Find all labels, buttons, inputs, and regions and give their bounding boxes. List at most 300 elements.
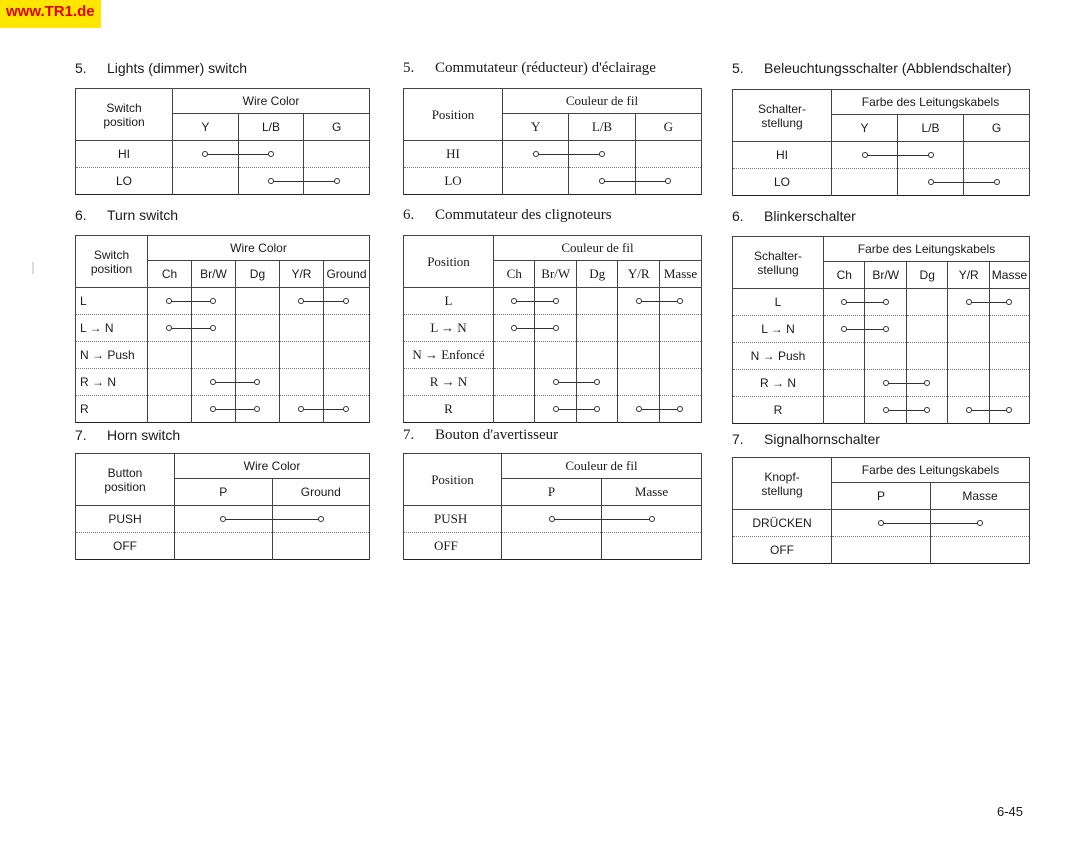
row-label: PUSH [404, 506, 502, 533]
wire-line [213, 382, 235, 383]
table-row [733, 142, 1030, 169]
row-label: R [76, 396, 148, 423]
terminal-dot [883, 380, 889, 386]
connection-cell [304, 141, 370, 168]
row-label: L [76, 288, 148, 315]
connection-cell [148, 315, 192, 342]
connection-cell [906, 289, 947, 316]
connection-cell [173, 168, 239, 195]
col-yr: Y/R [618, 261, 660, 288]
table-row [76, 506, 370, 533]
wire-line [304, 181, 336, 182]
col-ground: Ground [272, 479, 370, 506]
section-5-heading: 5. Commutateur (réducteur) d'éclairage [403, 60, 656, 76]
section-6-heading: 6. Turn switch [75, 207, 179, 223]
row-label: OFF [733, 537, 832, 564]
wire-line [514, 328, 534, 329]
col-y: Y [503, 114, 569, 141]
horn-switch-table [403, 453, 702, 560]
col-brw: Br/W [535, 261, 576, 288]
connection-cell [494, 315, 535, 342]
terminal-dot [878, 520, 884, 526]
col-lb: L/B [238, 114, 304, 141]
col-brw: Br/W [191, 261, 235, 288]
wire-line [844, 329, 864, 330]
terminal-dot [924, 407, 930, 413]
col-dg: Dg [235, 261, 279, 288]
row-label: N → Push [76, 342, 148, 369]
row-label: HI [404, 141, 503, 168]
connection-cell [535, 396, 576, 423]
terminal-dot [966, 299, 972, 305]
terminal-dot [343, 406, 349, 412]
col-g: G [304, 114, 370, 141]
table-row [404, 315, 702, 342]
table-row [733, 510, 1030, 537]
connection-cell [832, 169, 898, 196]
row-label: L → N [733, 316, 824, 343]
terminal-dot [343, 298, 349, 304]
wire-line [273, 519, 321, 520]
connection-cell [635, 141, 701, 168]
wire-line [213, 409, 235, 410]
connection-cell [659, 369, 701, 396]
terminal-dot [553, 406, 559, 412]
wire-color-header: Farbe des Leitungskabels [824, 237, 1030, 262]
connection-cell [173, 141, 239, 168]
section-7-heading: 7. Horn switch [75, 427, 181, 443]
connection-cell [576, 369, 617, 396]
terminal-dot [533, 151, 539, 157]
connection-cell [964, 169, 1030, 196]
scan-mark [32, 262, 34, 274]
row-label: N → Enfoncé [404, 342, 494, 369]
connection-cell [304, 168, 370, 195]
wire-color-header: Wire Color [148, 236, 370, 261]
terminal-dot [994, 179, 1000, 185]
table-row [404, 288, 702, 315]
wire-line [301, 301, 323, 302]
terminal-dot [166, 325, 172, 331]
terminal-dot [883, 326, 889, 332]
row-label: R [404, 396, 494, 423]
terminal-dot [511, 325, 517, 331]
col-g: G [635, 114, 701, 141]
wire-line [898, 155, 931, 156]
col-ch: Ch [148, 261, 192, 288]
connection-cell [931, 537, 1030, 564]
connection-cell [948, 316, 989, 343]
table-row [733, 316, 1030, 343]
table-row [733, 169, 1030, 196]
table-row [76, 315, 370, 342]
connection-cell [906, 370, 947, 397]
terminal-dot [841, 326, 847, 332]
terminal-dot [966, 407, 972, 413]
wire-line [556, 409, 576, 410]
connection-cell [989, 316, 1029, 343]
table-row [76, 288, 370, 315]
section-6-heading: 6. Blinkerschalter [732, 208, 856, 224]
wire-line [931, 182, 964, 183]
col-brw: Br/W [865, 262, 906, 289]
connection-cell [618, 342, 660, 369]
connection-cell [238, 141, 304, 168]
connection-cell [659, 315, 701, 342]
terminal-dot [220, 516, 226, 522]
connection-cell [323, 369, 369, 396]
col-y: Y [173, 114, 239, 141]
connection-cell [569, 168, 635, 195]
terminal-dot [1006, 299, 1012, 305]
table-row [76, 141, 370, 168]
connection-cell [323, 396, 369, 423]
wire-color-header: Farbe des Leitungskabels [832, 458, 1030, 483]
col-masse: Masse [602, 479, 702, 506]
terminal-dot [268, 151, 274, 157]
row-label: PUSH [76, 506, 175, 533]
terminal-dot [210, 298, 216, 304]
connection-cell [824, 343, 865, 370]
col-yr: Y/R [948, 262, 989, 289]
connection-cell [235, 315, 279, 342]
connection-cell [494, 288, 535, 315]
connection-cell [576, 342, 617, 369]
row-label: N → Push [733, 343, 824, 370]
wire-line [569, 154, 602, 155]
row-label: OFF [76, 533, 175, 560]
wire-color-header: Couleur de fil [494, 236, 702, 261]
wire-line [602, 519, 652, 520]
connection-cell [279, 396, 323, 423]
terminal-dot [594, 379, 600, 385]
col-ch: Ch [494, 261, 535, 288]
connection-cell [235, 288, 279, 315]
wire-line [301, 409, 323, 410]
terminal-dot [298, 406, 304, 412]
wire-line [886, 383, 906, 384]
terminal-dot [268, 178, 274, 184]
connection-cell [235, 369, 279, 396]
connection-cell [865, 289, 906, 316]
table-row [404, 506, 702, 533]
terminal-dot [636, 406, 642, 412]
wire-line [602, 181, 635, 182]
row-label: LO [733, 169, 832, 196]
connection-cell [279, 369, 323, 396]
col-masse: Masse [659, 261, 701, 288]
terminal-dot [210, 325, 216, 331]
wire-line [556, 382, 576, 383]
terminal-dot [594, 406, 600, 412]
connection-cell [824, 289, 865, 316]
terminal-dot [928, 152, 934, 158]
wire-color-header: Farbe des Leitungskabels [832, 90, 1030, 115]
dimmer-switch-table [75, 88, 370, 195]
terminal-dot [665, 178, 671, 184]
turn-switch-table [75, 235, 370, 423]
column-english [75, 58, 370, 560]
wire-line [931, 523, 980, 524]
col-p: P [832, 483, 931, 510]
dimmer-switch-table [403, 88, 702, 195]
connection-cell [191, 342, 235, 369]
connection-cell [191, 288, 235, 315]
connection-cell [618, 396, 660, 423]
connection-cell [948, 289, 989, 316]
terminal-dot [1006, 407, 1012, 413]
connection-cell [535, 288, 576, 315]
connection-cell [865, 370, 906, 397]
wire-line [964, 182, 997, 183]
table-row [404, 168, 702, 195]
dimmer-switch-table [732, 89, 1030, 196]
connection-cell [832, 142, 898, 169]
wire-color-header: Wire Color [175, 454, 370, 479]
page-number: 6-45 [997, 804, 1024, 819]
row-label: DRÜCKEN [733, 510, 832, 537]
wire-line [636, 181, 669, 182]
terminal-dot [636, 298, 642, 304]
table-row [404, 342, 702, 369]
wire-color-header: Couleur de fil [503, 89, 702, 114]
connection-cell [618, 288, 660, 315]
row-label: LO [404, 168, 503, 195]
connection-cell [989, 289, 1029, 316]
wire-line [169, 301, 191, 302]
connection-cell [931, 510, 1030, 537]
position-header: Switch position [76, 89, 173, 141]
connection-cell [906, 343, 947, 370]
row-label: L → N [404, 315, 494, 342]
wire-line [969, 410, 989, 411]
connection-cell [323, 342, 369, 369]
table-row [733, 343, 1030, 370]
row-label: L [733, 289, 824, 316]
col-masse: Masse [989, 262, 1029, 289]
connection-cell [235, 342, 279, 369]
wire-line [169, 328, 191, 329]
wire-line [881, 523, 930, 524]
connection-cell [494, 369, 535, 396]
table-row [404, 369, 702, 396]
position-header: Schalter- stellung [733, 237, 824, 289]
connection-cell [148, 288, 192, 315]
connection-cell [191, 369, 235, 396]
connection-cell [824, 370, 865, 397]
connection-cell [576, 315, 617, 342]
connection-cell [175, 533, 273, 560]
col-lb: L/B [898, 115, 964, 142]
row-label: R → N [76, 369, 148, 396]
connection-cell [238, 168, 304, 195]
connection-cell [323, 288, 369, 315]
row-label: OFF [404, 533, 502, 560]
wire-line [969, 302, 989, 303]
row-label: LO [76, 168, 173, 195]
col-y: Y [832, 115, 898, 142]
position-header: Knopf- stellung [733, 458, 832, 510]
terminal-dot [202, 151, 208, 157]
wire-line [886, 410, 906, 411]
connection-cell [635, 168, 701, 195]
wire-line [514, 301, 534, 302]
connection-cell [175, 506, 273, 533]
col-p: P [502, 479, 602, 506]
connection-cell [148, 369, 192, 396]
col-g: G [964, 115, 1030, 142]
connection-cell [948, 370, 989, 397]
wire-line [844, 302, 864, 303]
wire-line [536, 154, 569, 155]
connection-cell [502, 506, 602, 533]
site-watermark: www.TR1.de [0, 0, 101, 28]
connection-cell [535, 315, 576, 342]
row-label: L → N [76, 315, 148, 342]
wire-line [639, 301, 659, 302]
terminal-dot [254, 406, 260, 412]
row-label: L [404, 288, 494, 315]
connection-cell [535, 342, 576, 369]
wire-line [205, 154, 237, 155]
wire-line [865, 155, 898, 156]
terminal-dot [599, 151, 605, 157]
connection-cell [832, 510, 931, 537]
terminal-dot [599, 178, 605, 184]
connection-cell [824, 316, 865, 343]
connection-cell [191, 396, 235, 423]
table-row [76, 342, 370, 369]
table-row [76, 369, 370, 396]
connection-cell [898, 142, 964, 169]
table-row [404, 396, 702, 423]
wire-color-header: Wire Color [173, 89, 370, 114]
connection-cell [494, 396, 535, 423]
position-header: Position [404, 89, 503, 141]
terminal-dot [549, 516, 555, 522]
section-5-heading: 5. Beleuchtungsschalter (Abblendschalter) [732, 60, 1012, 76]
connection-cell [906, 397, 947, 424]
col-dg: Dg [576, 261, 617, 288]
connection-cell [618, 315, 660, 342]
col-ground: Ground [323, 261, 369, 288]
wire-line [552, 519, 602, 520]
connection-cell [191, 315, 235, 342]
connection-cell [865, 397, 906, 424]
row-label: HI [733, 142, 832, 169]
connection-cell [659, 396, 701, 423]
connection-cell [832, 537, 931, 564]
connection-cell [989, 370, 1029, 397]
wire-line [271, 181, 303, 182]
terminal-dot [166, 298, 172, 304]
connection-cell [148, 396, 192, 423]
table-row [76, 396, 370, 423]
connection-cell [659, 288, 701, 315]
col-p: P [175, 479, 273, 506]
connection-cell [569, 141, 635, 168]
col-lb: L/B [569, 114, 635, 141]
connection-cell [964, 142, 1030, 169]
connection-cell [535, 369, 576, 396]
connection-cell [235, 396, 279, 423]
connection-cell [898, 169, 964, 196]
connection-cell [824, 397, 865, 424]
terminal-dot [553, 379, 559, 385]
row-label: R [733, 397, 824, 424]
connection-cell [602, 533, 702, 560]
connection-cell [503, 168, 569, 195]
connection-cell [865, 343, 906, 370]
col-ch: Ch [824, 262, 865, 289]
table-row [404, 141, 702, 168]
terminal-dot [924, 380, 930, 386]
connection-cell [989, 397, 1029, 424]
terminal-dot [511, 298, 517, 304]
section-5-heading: 5. Lights (dimmer) switch [75, 60, 248, 76]
position-header: Switch position [76, 236, 148, 288]
connection-cell [148, 342, 192, 369]
connection-cell [503, 141, 569, 168]
connection-cell [576, 288, 617, 315]
terminal-dot [677, 406, 683, 412]
table-row [404, 533, 702, 560]
terminal-dot [318, 516, 324, 522]
terminal-dot [254, 379, 260, 385]
column-french [403, 58, 702, 560]
terminal-dot [883, 299, 889, 305]
position-header: Schalter- stellung [733, 90, 832, 142]
connection-cell [279, 315, 323, 342]
connection-cell [602, 506, 702, 533]
section-6-heading: 6. Commutateur des clignoteurs [403, 207, 612, 223]
wire-line [639, 409, 659, 410]
terminal-dot [553, 325, 559, 331]
connection-cell [906, 316, 947, 343]
table-row [733, 370, 1030, 397]
turn-switch-table [732, 236, 1030, 424]
terminal-dot [553, 298, 559, 304]
connection-cell [865, 316, 906, 343]
section-7-heading: 7. Bouton d'avertisseur [403, 427, 559, 443]
connection-cell [618, 369, 660, 396]
table-row [733, 397, 1030, 424]
connection-cell [272, 506, 370, 533]
connection-cell [659, 342, 701, 369]
col-yr: Y/R [279, 261, 323, 288]
terminal-dot [210, 379, 216, 385]
terminal-dot [334, 178, 340, 184]
terminal-dot [862, 152, 868, 158]
terminal-dot [298, 298, 304, 304]
terminal-dot [677, 298, 683, 304]
horn-switch-table [75, 453, 370, 560]
row-label: R → N [733, 370, 824, 397]
position-header: Position [404, 236, 494, 288]
row-label: R → N [404, 369, 494, 396]
connection-cell [948, 343, 989, 370]
connection-cell [323, 315, 369, 342]
connection-cell [502, 533, 602, 560]
position-header: Position [404, 454, 502, 506]
section-7-heading: 7. Signalhornschalter [732, 431, 880, 447]
terminal-dot [977, 520, 983, 526]
col-masse: Masse [931, 483, 1030, 510]
connection-cell [948, 397, 989, 424]
col-dg: Dg [906, 262, 947, 289]
terminal-dot [883, 407, 889, 413]
connection-cell [494, 342, 535, 369]
